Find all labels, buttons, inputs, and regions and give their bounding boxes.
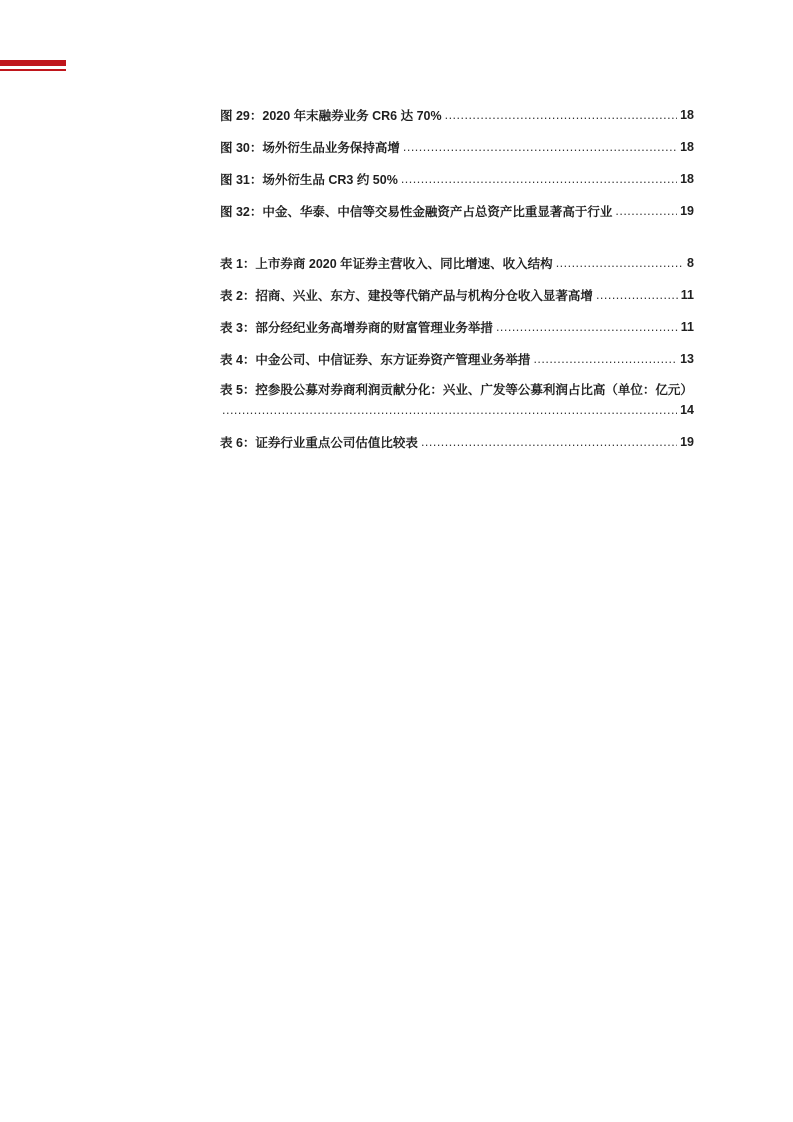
toc-entry-figure-31[interactable] [220,163,694,195]
toc-entry-label: 表 4：中金公司、中信证券、东方证券资产管理业务举措 [220,353,531,367]
table-of-contents [220,99,694,458]
toc-entry-page: 18 [680,140,694,154]
toc-entry-figure-29[interactable] [220,99,694,131]
toc-entry-table-1[interactable] [220,247,694,279]
toc-entry-label: 表 1：上市券商 2020 年证券主营收入、同比增速、收入结构 [220,257,553,271]
toc-leader-dots [615,204,677,218]
toc-leader-dots [596,288,678,302]
toc-entry-label: 表 6：证券行业重点公司估值比较表 [220,436,418,450]
toc-leader-dots [445,108,677,122]
toc-entry-label: 表 3：部分经纪业务高增券商的财富管理业务举措 [220,321,493,335]
toc-entry-page: 13 [680,352,694,366]
toc-entry-label: 图 31：场外衍生品 CR3 约 50% [220,173,398,187]
toc-entry-page: 19 [680,204,694,218]
toc-entry-table-5[interactable] [220,375,694,426]
figure-list [220,99,694,227]
toc-entry-label: 图 32：中金、华泰、中信等交易性金融资产占总资产比重显著高于行业 [220,205,613,219]
toc-entry-page: 14 [680,403,694,417]
toc-entry-label: 图 29：2020 年末融券业务 CR6 达 70% [220,109,442,123]
toc-entry-table-4[interactable] [220,343,694,375]
toc-leader-dots [533,352,677,366]
toc-entry-table-6[interactable] [220,426,694,458]
toc-leader-dots [556,256,684,270]
header-bar-thin [0,69,66,71]
toc-leader-dots [496,320,678,334]
toc-entry-page: 11 [680,320,694,334]
toc-entry-label: 表 5：控参股公募对券商利润贡献分化：兴业、广发等公募利润占比高（单位：亿元） [220,383,693,397]
toc-entry-label: 图 30：场外衍生品业务保持高增 [220,141,400,155]
toc-leader-dots [421,435,677,449]
toc-entry-figure-30[interactable] [220,131,694,163]
header-accent-bar [0,60,66,71]
toc-entry-page: 8 [687,256,694,270]
toc-leader-dots [401,172,677,186]
toc-entry-page: 11 [680,288,694,302]
toc-entry-figure-32[interactable] [220,195,694,227]
table-list [220,247,694,458]
toc-entry-page: 18 [680,108,694,122]
toc-entry-table-3[interactable] [220,311,694,343]
toc-entry-page: 19 [680,435,694,449]
toc-entry-table-2[interactable] [220,279,694,311]
toc-leader-dots [222,400,677,420]
toc-leader-dots [403,140,677,154]
toc-entry-label: 表 2：招商、兴业、东方、建投等代销产品与机构分仓收入显著高增 [220,289,593,303]
toc-entry-page: 18 [680,172,694,186]
